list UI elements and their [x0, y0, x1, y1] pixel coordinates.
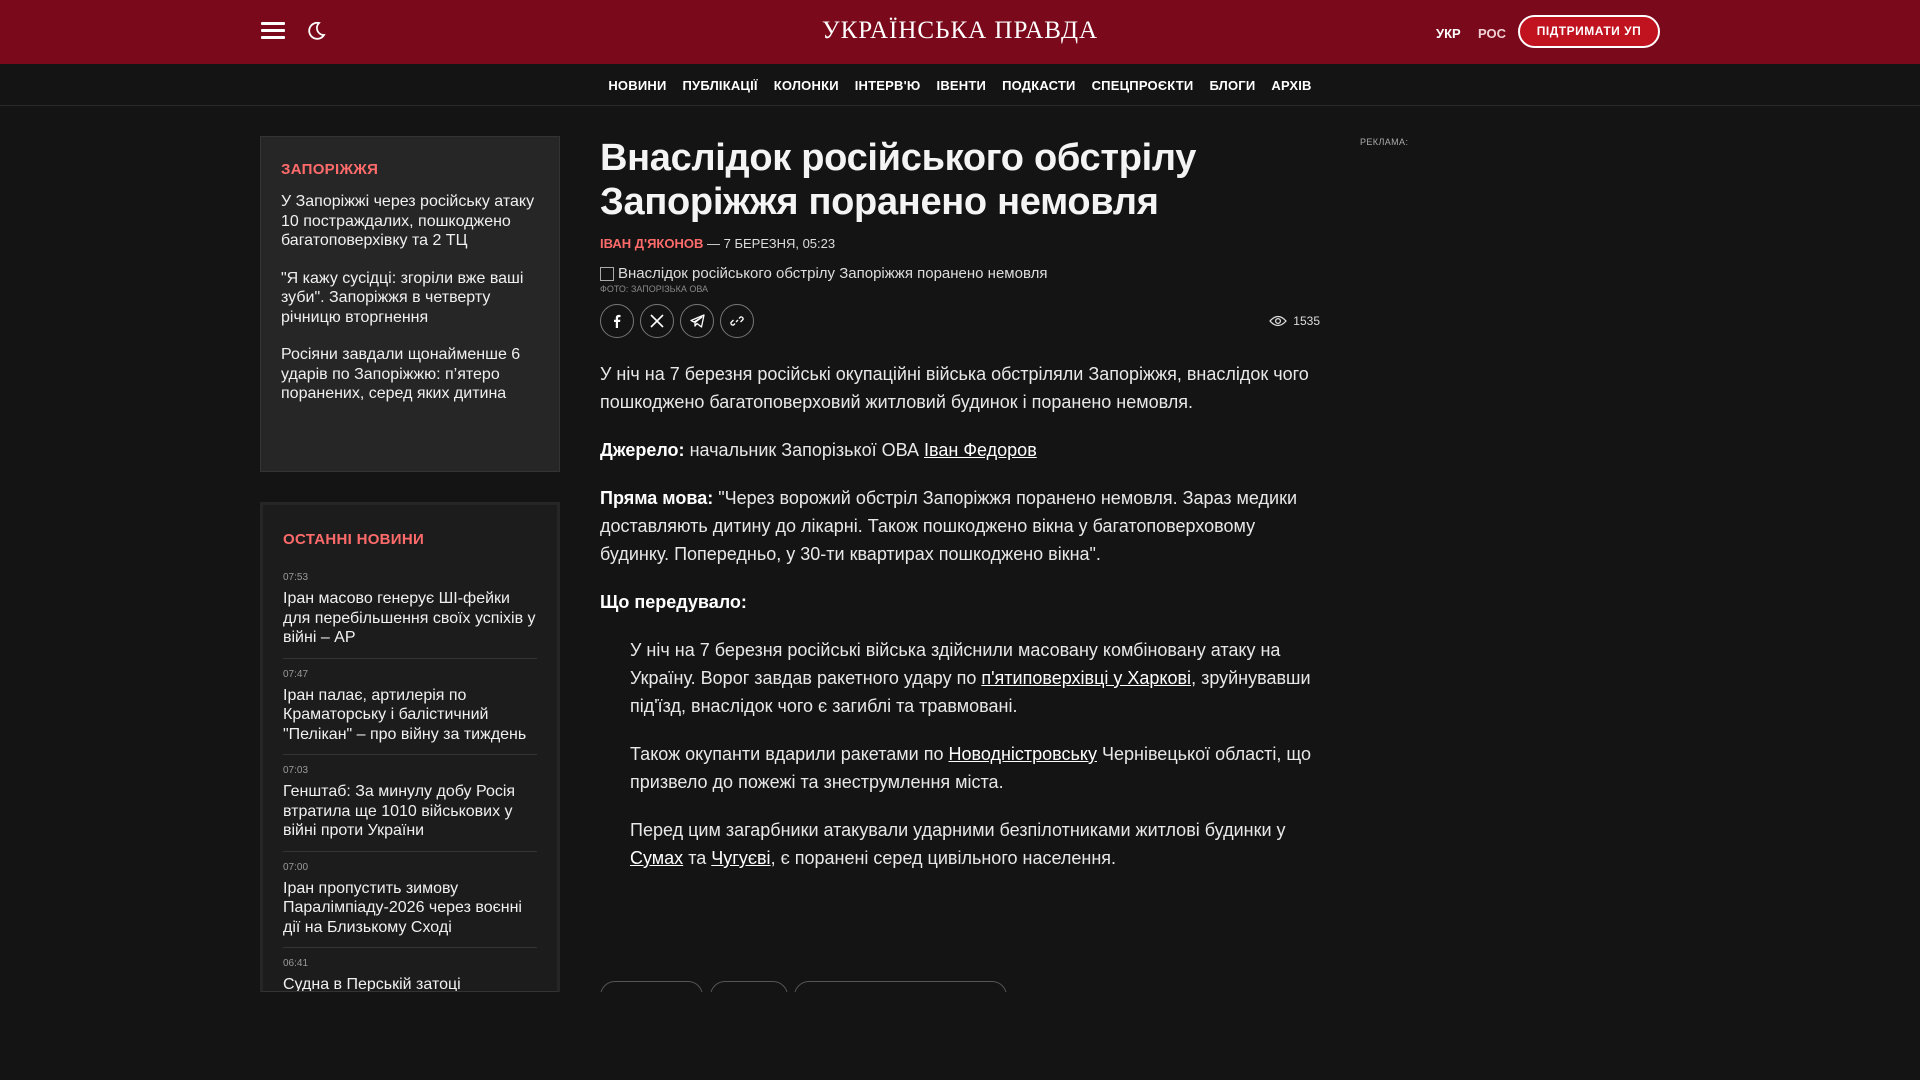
region-news-card	[260, 136, 560, 472]
photo-caption: ФОТО: ЗАПОРІЗЬКА ОВА	[600, 284, 709, 294]
bottom-overlay	[0, 992, 1920, 1080]
paragraph: У ніч на 7 березня російські окупаційні війська обстріляли Запоріжжя, внаслідок чого пошкоджено багатоповерховий житловий будинок і поранено немовля.	[600, 364, 1309, 412]
novodnistrovsk-link[interactable]: Новодністровську	[948, 744, 1097, 764]
nav-item-news[interactable]: НОВИНИ	[608, 78, 667, 93]
news-title[interactable]: Іран масово генерує ШІ-фейки для перебільшення своїх успіхів у війні – AP	[283, 590, 536, 646]
latest-news-title[interactable]: ОСТАННІ НОВИНИ	[283, 531, 425, 548]
top-bar	[0, 0, 1920, 64]
source-paragraph	[600, 436, 1320, 464]
list-item[interactable]	[283, 659, 537, 756]
nav-item-archive[interactable]: АРХІВ	[1271, 78, 1312, 93]
telegram-icon	[690, 314, 705, 328]
x-icon	[650, 314, 664, 328]
latest-news-card	[260, 502, 560, 992]
background-block	[630, 636, 1320, 872]
nav-item-publications[interactable]: ПУБЛІКАЦІЇ	[682, 78, 758, 93]
x-share-button[interactable]	[640, 304, 674, 338]
share-row	[600, 304, 1320, 338]
menu-icon[interactable]	[261, 22, 285, 40]
article	[600, 136, 1320, 892]
news-time: 07:47	[283, 668, 309, 680]
region-link[interactable]: Росіяни завдали щонайменше 6 ударів по Запоріжжю: п’ятеро поранених, серед яких дитина	[281, 346, 521, 402]
region-title[interactable]: ЗАПОРІЖЖЯ	[281, 161, 379, 178]
q2-tail: Чернівецької області, що призвело до пожежі та знеструмлення міста.	[630, 744, 1311, 792]
news-title[interactable]: Судна в Перській затоці	[283, 976, 461, 992]
news-time: 06:41	[283, 958, 309, 969]
views-counter	[1269, 314, 1320, 328]
telegram-share-button[interactable]	[680, 304, 714, 338]
paragraph	[630, 740, 1320, 796]
news-title[interactable]: Іран палає, артилерія по Краматорську і балістичний "Пелікан" – про війну за тиждень	[283, 686, 527, 743]
nav-item-podcasts[interactable]: ПОДКАСТИ	[1002, 78, 1076, 93]
broken-image-icon	[600, 267, 614, 281]
news-time: 07:00	[283, 861, 309, 873]
nav-item-events[interactable]: ІВЕНТИ	[936, 78, 987, 93]
article-headline: Внаслідок російського обстрілу Запоріжжя поранено немовля	[600, 137, 1197, 223]
facebook-share-button[interactable]	[600, 304, 634, 338]
nav-item-special-projects[interactable]: СПЕЦПРОЄКТИ	[1091, 78, 1194, 93]
source-label: Джерело:	[600, 440, 685, 460]
support-button[interactable]: ПІДТРИМАТИ УП	[1518, 15, 1660, 48]
news-title[interactable]: Генштаб: За минулу добу Росія втратила ще 1010 військових у війні проти України	[283, 783, 516, 839]
source-text: начальник Запорізької ОВА	[684, 440, 925, 460]
speech-paragraph	[600, 484, 1320, 568]
speech-text: "Через ворожий обстріл Запоріжжя поранено немовля. Зараз медики доставляють дитину до лікарні. Також пошкоджено вікна у багатоповерховому будинку. Попередньо, у 30-ти квартирах пошкоджено вікна".	[600, 488, 1298, 564]
copy-link-button[interactable]	[720, 304, 754, 338]
news-title[interactable]: Іран пропустить зимову Паралімпіаду-2026 через воєнні дії на Близькому Сході	[283, 879, 522, 936]
paragraph	[630, 636, 1320, 720]
eye-icon	[1269, 315, 1287, 327]
paragraph	[630, 816, 1320, 872]
lang-ros-link[interactable]: РОС	[1478, 26, 1506, 41]
chuhuiv-link[interactable]: Чугуєві	[711, 848, 771, 868]
region-link[interactable]: У Запоріжжі через російську атаку 10 постраждалих, пошкоджено багатоповерхівку та 2 ТЦ	[281, 193, 535, 249]
list-item[interactable]	[283, 948, 537, 992]
q2-text: Також окупанти вдарили ракетами по	[630, 744, 949, 764]
region-link[interactable]: "Я кажу сусідці: згоріли вже ваші зуби". Запоріжжя в четверту річницю вторгнення	[281, 269, 524, 326]
image-alt-text: Внаслідок російського обстрілу Запоріжжя поранено немовля	[618, 265, 1048, 282]
q3-text: Перед цим загарбники атакували ударними безпілотниками житлові будинки у	[630, 820, 1286, 840]
kharkiv-link[interactable]: п'ятиповерхівці у Харкові	[981, 668, 1192, 688]
speech-label: Пряма мова:	[600, 488, 714, 508]
article-date: — 7 БЕРЕЗНЯ, 05:23	[707, 236, 836, 251]
preceded-label: Що передувало:	[600, 592, 747, 612]
article-body	[600, 360, 1320, 872]
main-nav	[0, 64, 1920, 106]
list-item[interactable]	[283, 852, 537, 949]
q1-tail: , зруйнувавши під'їзд, внаслідок чого є загиблі та травмовані.	[630, 668, 1311, 716]
q1-text: У ніч на 7 березня російські війська здійснили масовану комбіновану атаку на Україну. Ворог завдав ракетного удару по	[630, 640, 1281, 688]
facebook-icon	[610, 314, 624, 328]
sumy-link[interactable]: Сумах	[630, 848, 684, 868]
lang-ukr-link[interactable]: УКР	[1436, 26, 1461, 41]
q3-mid: та	[683, 848, 712, 868]
list-item[interactable]	[283, 562, 537, 659]
author-link[interactable]: ІВАН Д'ЯКОНОВ	[600, 236, 704, 251]
preceded-heading	[600, 588, 1320, 616]
q3-tail: , є поранені серед цивільного населення.	[770, 848, 1117, 868]
list-item[interactable]	[283, 755, 537, 852]
news-time: 07:53	[283, 572, 309, 583]
nav-item-interviews[interactable]: ІНТЕРВ'Ю	[854, 78, 921, 93]
byline	[600, 236, 1320, 251]
nav-item-columns[interactable]: КОЛОНКИ	[773, 78, 839, 93]
source-link[interactable]: Іван Федоров	[924, 440, 1037, 460]
nav-item-blogs[interactable]: БЛОГИ	[1209, 78, 1256, 93]
views-count: 1535	[1293, 314, 1320, 328]
news-time: 07:03	[283, 765, 309, 776]
link-icon	[730, 314, 744, 328]
article-image	[600, 265, 1320, 282]
ad-label: РЕКЛАМА:	[1360, 137, 1409, 147]
dark-mode-icon[interactable]	[305, 20, 327, 42]
site-logo[interactable]: УКРАЇНСЬКА ПРАВДА	[821, 17, 1099, 44]
